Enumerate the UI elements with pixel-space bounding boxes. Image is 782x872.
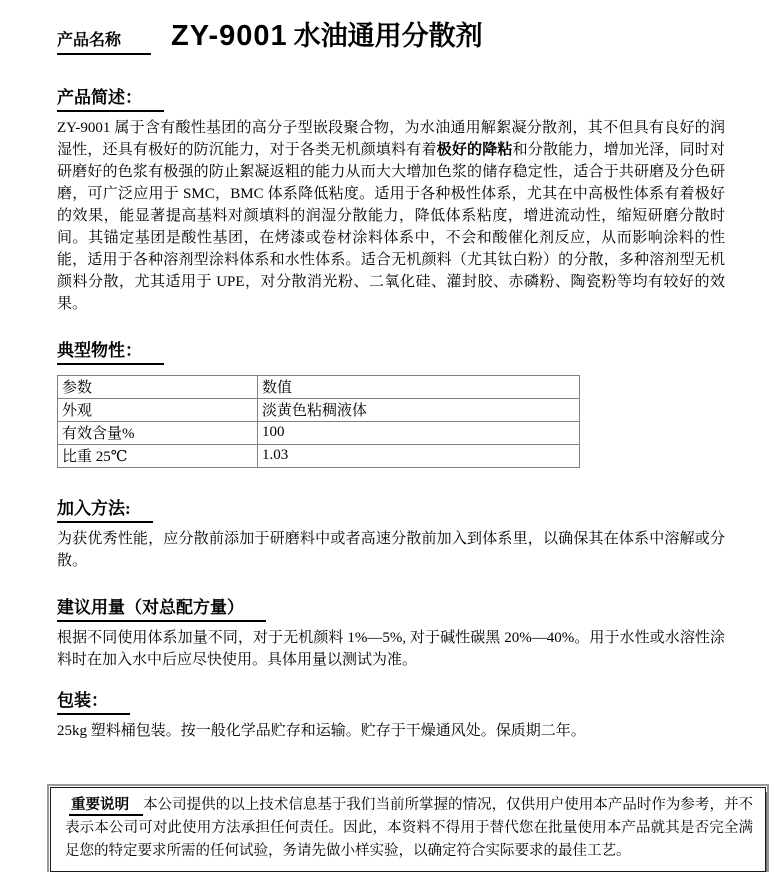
overview-bold-emphasis: 极好的降粘 [436,142,513,158]
addition-paragraph: 为获优秀性能，应分散前添加于研磨料中或者高速分散前加入到体系里，以确保其在体系中溶解或分散。 [57,531,725,569]
important-notice-box [50,787,766,872]
section-overview [57,83,725,315]
notice-label: 重要说明 [69,797,143,816]
section-packaging [57,686,725,742]
page-title [57,14,725,55]
table-cell-param: 比重 25℃ [58,445,258,468]
dosage-heading: 建议用量（对总配方量） [57,593,266,622]
table-cell-param: 外观 [58,399,258,422]
product-name-label: 产品名称 [57,27,151,55]
table-cell-value: 淡黄色粘稠液体 [258,399,580,422]
section-addition-method [57,494,725,572]
packaging-paragraph: 25kg 塑料桶包装。按一般化学品贮存和运输。贮存于干燥通风处。保质期二年。 [57,723,586,739]
section-properties [57,336,725,468]
table-cell-param: 有效含量% [58,422,258,445]
table-header-row [58,376,580,399]
table-cell-value: 1.03 [258,445,580,468]
table-header-value: 数值 [258,376,580,399]
table-row [58,445,580,468]
overview-text-before: ZY-9001 属于含有酸性基团的高分子型嵌段聚合物，为水油通用解絮凝分散剂，其不但具有良好的润湿性，还具有极好的防沉能力，对于各类无机颜填料有着 [57,120,725,158]
table-cell-value: 100 [258,422,580,445]
properties-table [57,375,580,468]
table-row [58,422,580,445]
product-code: ZY-9001 [171,20,288,52]
properties-heading: 典型物性： [57,336,164,365]
table-row [58,399,580,422]
section-dosage [57,593,725,671]
dosage-paragraph: 根据不同使用体系加量不同，对于无机颜料 1%—5%, 对于碱性碳黑 20%—40%。用于水性或水溶性涂料时在加入水中后应尽快使用。具体用量以测试为准。 [57,630,725,668]
table-header-parameter: 参数 [58,376,258,399]
product-name: 水油通用分散剂 [293,21,483,51]
overview-text-after: 和分散能力，增加光泽，同时对研磨好的色浆有极强的防止絮凝返粗的能力从而大大增加色浆的储存稳定性，适合于共研磨及分色研磨，可广泛应用于 SMC，BMC 体系降低粘度。适用于各种极性体系，尤其在中高极性体系有着极好的效果，能显著提高基料对颜填料的润湿分散能力，降低体系粘度，增进流动性，缩短研磨分散时间。其锚定基团是酸性基团，在烤漆或卷材涂料体系中，不会和酸催化剂反应，从而影响涂料的性能，适用于各种溶剂型涂料体系和水性体系。适合无机颜料（尤其钛白粉）的分散，多种溶剂型无机颜料分散，尤其适用于 UPE，对分散消光粉、二氧化硅、灌封胶、赤磷粉、陶瓷粉等均有较好的效果。 [57,142,725,312]
addition-heading: 加入方法: [57,494,153,523]
overview-heading: 产品简述： [57,83,164,112]
packaging-heading: 包装： [57,686,130,715]
notice-paragraph: 本公司提供的以上技术信息基于我们当前所掌握的情况，仅供用户使用本产品时作为参考，并不表示本公司可对此使用方法承担任何责任。因此，本资料不得用于替代您在批量使用本产品就其是否完全满足您的特定要求所需的任何试验，务请先做小样实验，以确定符合实际要求的最佳工艺。 [65,797,754,859]
overview-paragraph [57,117,725,315]
